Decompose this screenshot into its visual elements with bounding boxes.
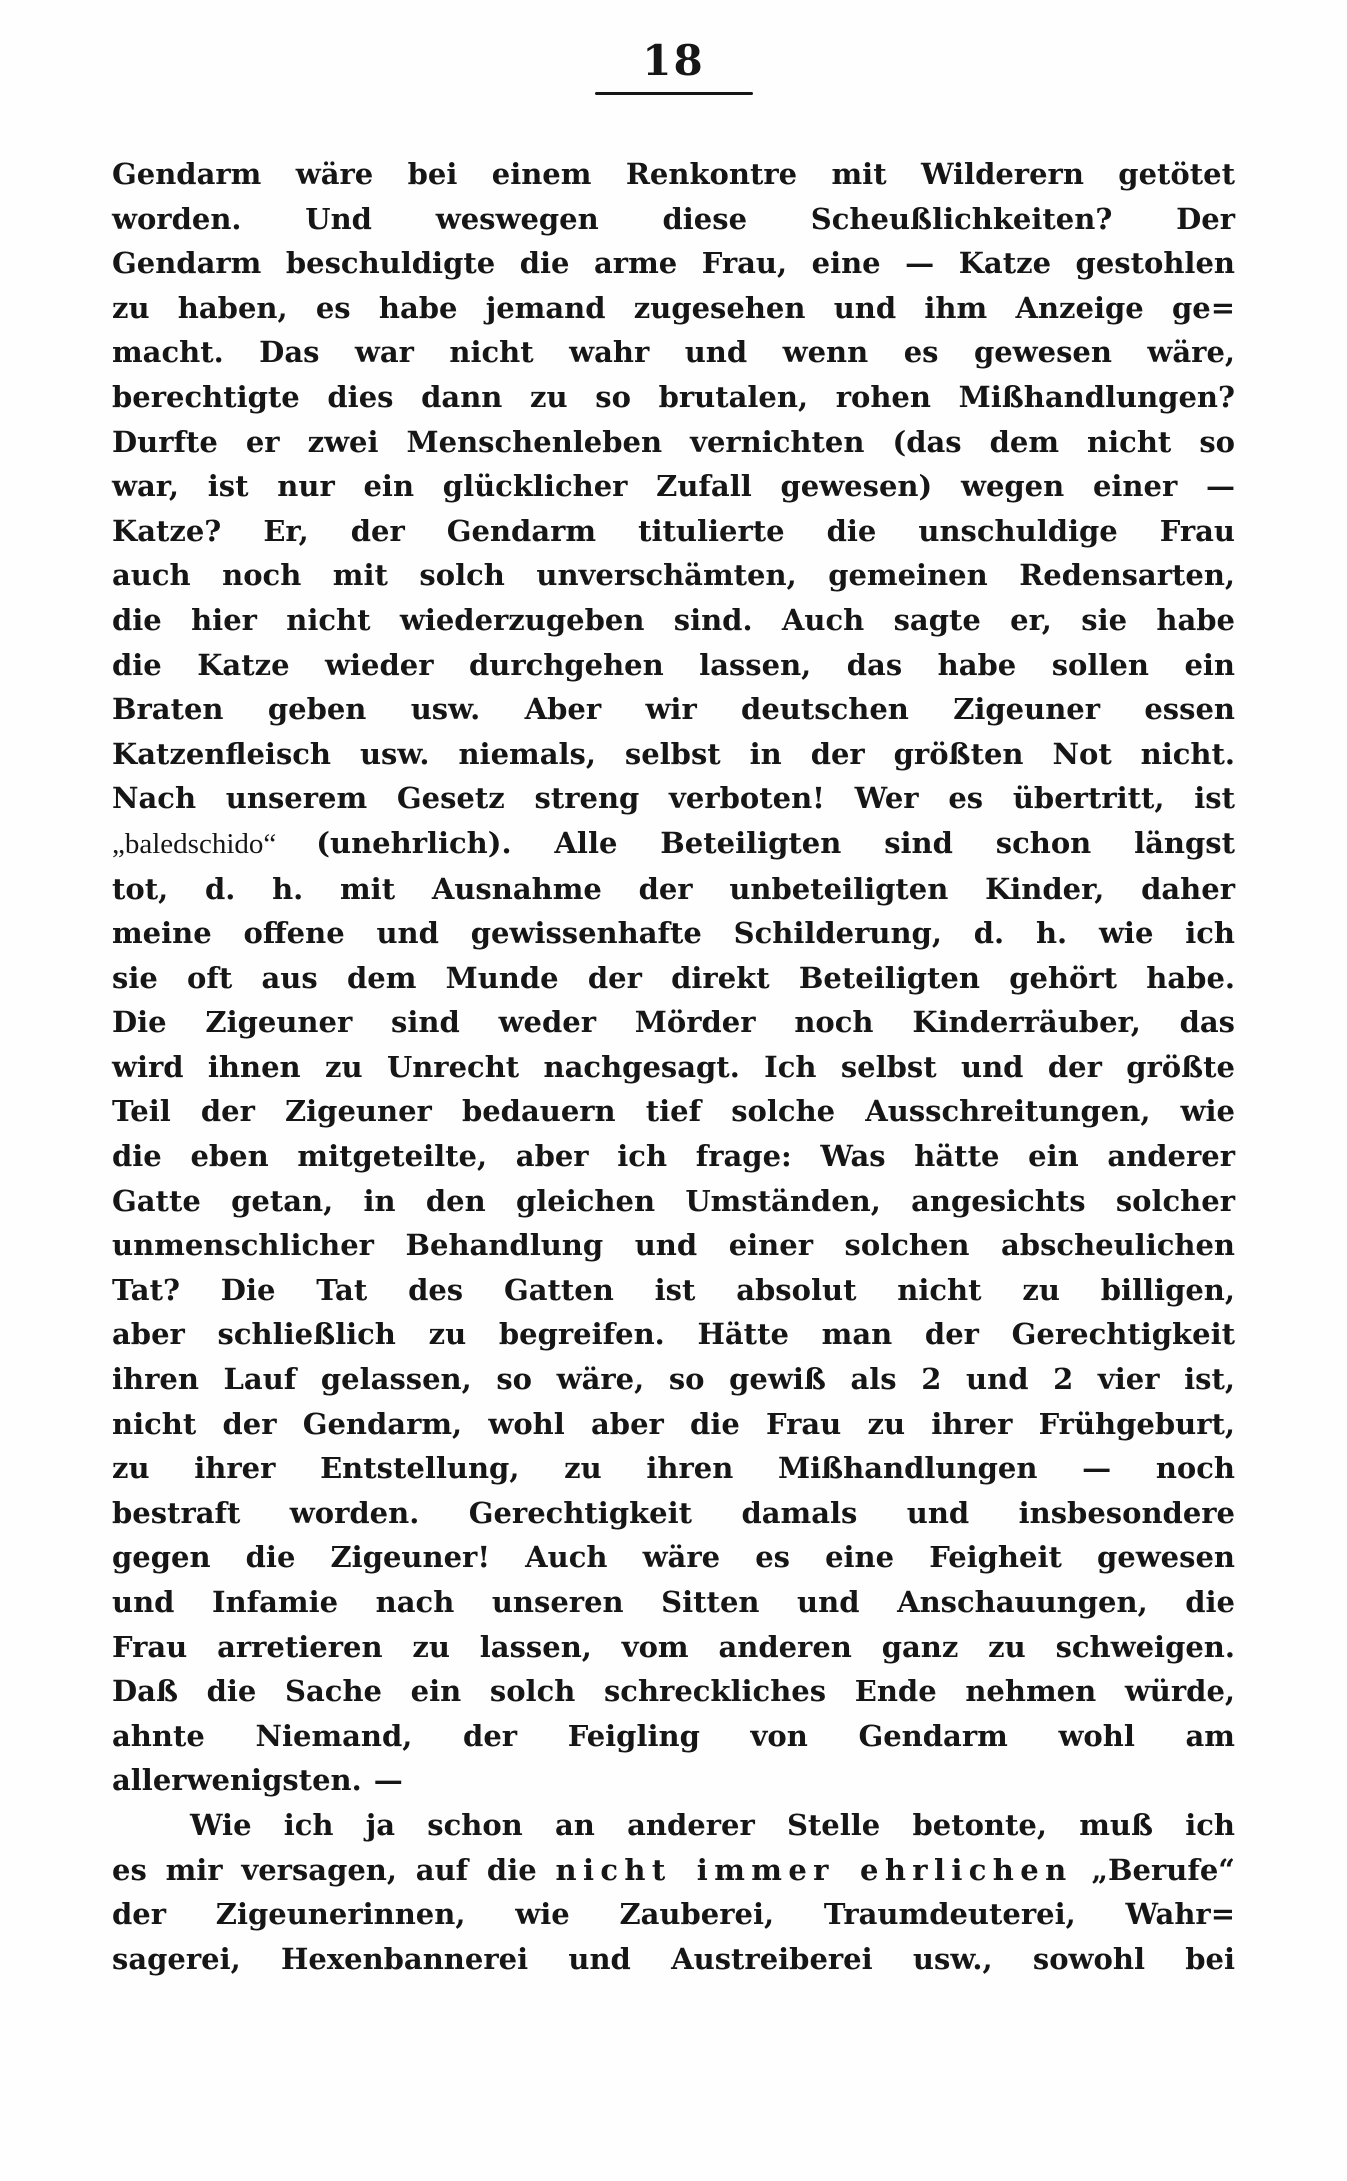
- text-line: [112, 241, 1235, 286]
- text-line: [112, 1848, 1235, 1893]
- text-line: [112, 1937, 1235, 1982]
- fraktur-run: Frau arretieren zu lassen, vom anderen ganz zu schweigen.: [112, 1629, 1235, 1664]
- page-number: 18: [642, 36, 705, 85]
- fraktur-run: zu haben, es habe jemand zugesehen und ihm Anzeige ge=: [112, 290, 1235, 325]
- text-line: [112, 330, 1235, 375]
- fraktur-run: ihren Lauf gelassen, so wäre, so gewiß als 2 und 2 vier ist,: [112, 1362, 1235, 1397]
- text-line: [112, 956, 1235, 1001]
- fraktur-run: Gendarm wäre bei einem Renkontre mit Wilderern getötet: [112, 157, 1235, 191]
- text-line: [112, 1268, 1235, 1313]
- text-line: [112, 1000, 1235, 1045]
- text-line: [112, 1446, 1235, 1491]
- text-line: [112, 911, 1235, 956]
- fraktur-run: sie oft aus dem Munde der direkt Beteiligten gehört habe.: [112, 960, 1235, 995]
- page-number-block: [595, 38, 753, 95]
- text-line: [112, 1669, 1235, 1714]
- text-line: [112, 197, 1235, 242]
- fraktur-run: nicht der Gendarm, wohl aber die Frau zu ihrer Frühgeburt,: [112, 1406, 1235, 1441]
- fraktur-run: „Berufe“: [1072, 1852, 1235, 1887]
- fraktur-run: ahnte Niemand, der Feigling von Gendarm wohl am: [112, 1718, 1235, 1753]
- fraktur-run: die hier nicht wiederzugeben sind. Auch sagte er, sie habe: [112, 602, 1235, 637]
- text-line: [112, 1491, 1235, 1536]
- fraktur-run: Gendarm beschuldigte die arme Frau, eine — Katze gestohlen: [112, 246, 1235, 281]
- fraktur-run: bestraft worden. Gerechtigkeit damals und insbesondere: [112, 1495, 1235, 1530]
- fraktur-run: gegen die Zigeuner! Auch wäre es eine Feigheit gewesen: [112, 1540, 1235, 1575]
- text-line: [112, 1892, 1235, 1937]
- text-line: [112, 1803, 1235, 1848]
- fraktur-run: Durfte er zwei Menschenleben vernichten (das dem nicht so: [112, 424, 1235, 459]
- fraktur-run: worden. Und weswegen diese Scheußlichkeiten? Der: [112, 201, 1235, 236]
- fraktur-run: Nach unserem Gesetz streng verboten! Wer es übertritt, ist: [112, 781, 1235, 816]
- text-line: [112, 1223, 1235, 1268]
- text-line: [112, 375, 1235, 420]
- text-line: [112, 732, 1235, 777]
- text-line: [112, 1134, 1235, 1179]
- text-line: [112, 1535, 1235, 1580]
- fraktur-run: Die Zigeuner sind weder Mörder noch Kinderräuber, das: [112, 1005, 1235, 1040]
- fraktur-run: die Katze wieder durchgehen lassen, das habe sollen ein: [112, 647, 1235, 682]
- text-line: [112, 1758, 1235, 1803]
- fraktur-run: die eben mitgeteilte, aber ich frage: Was hätte ein anderer: [112, 1139, 1235, 1174]
- fraktur-run: berechtigte dies dann zu so brutalen, rohen Mißhandlungen?: [112, 379, 1235, 414]
- text-line: [112, 776, 1235, 821]
- fraktur-run: aber schließlich zu begreifen. Hätte man der Gerechtigkeit: [112, 1317, 1235, 1352]
- text-line: [112, 420, 1235, 465]
- text-line: [112, 553, 1235, 598]
- text-line: [112, 1089, 1235, 1134]
- text-line: [112, 1357, 1235, 1402]
- fraktur-run: war, ist nur ein glücklicher Zufall gewesen) wegen einer —: [112, 469, 1235, 504]
- text-line: [112, 1045, 1235, 1090]
- fraktur-run: meine offene und gewissenhafte Schilderung, d. h. wie ich: [112, 916, 1235, 951]
- text-line: [112, 598, 1235, 643]
- fraktur-run: Tat? Die Tat des Gatten ist absolut nicht zu billigen,: [112, 1272, 1235, 1307]
- fraktur-run: auch noch mit solch unverschämten, gemeinen Redensarten,: [112, 558, 1235, 593]
- text-line: [112, 464, 1235, 509]
- text-line: [112, 286, 1235, 331]
- fraktur-run: macht. Das war nicht wahr und wenn es gewesen wäre,: [112, 335, 1235, 370]
- body-text: [112, 152, 1235, 1981]
- fraktur-run: wird ihnen zu Unrecht nachgesagt. Ich selbst und der größte: [112, 1049, 1235, 1084]
- text-line: [112, 1179, 1235, 1224]
- fraktur-run: allerwenigsten. —: [112, 1763, 403, 1798]
- fraktur-run: Gatte getan, in den gleichen Umständen, angesichts solcher: [112, 1183, 1235, 1218]
- fraktur-run: Katze? Er, der Gendarm titulierte die unschuldige Frau: [112, 513, 1235, 548]
- text-line: [112, 643, 1235, 688]
- fraktur-run: Daß die Sache ein solch schreckliches Ende nehmen würde,: [112, 1674, 1235, 1709]
- fraktur-run: und Infamie nach unseren Sitten und Anschauungen, die: [112, 1585, 1235, 1619]
- text-line: [112, 1625, 1235, 1670]
- text-line: [112, 1312, 1235, 1357]
- text-line: [112, 1714, 1235, 1759]
- text-line: [112, 509, 1235, 554]
- fraktur-run: Katzenfleisch usw. niemals, selbst in der größten Not nicht.: [112, 736, 1235, 771]
- roman-type-run: „baledschido“: [112, 827, 317, 860]
- fraktur-run: (unehrlich). Alle Beteiligten sind schon längst: [316, 825, 1236, 860]
- fraktur-run: Teil der Zigeuner bedauern tief solche Ausschreitungen, wie: [112, 1094, 1235, 1129]
- text-line: [112, 687, 1235, 732]
- text-line: [112, 867, 1235, 912]
- fraktur-run: der Zigeunerinnen, wie Zauberei, Traumdeuterei, Wahr=: [112, 1897, 1235, 1932]
- text-line: [112, 152, 1235, 197]
- fraktur-run: es mir versagen, auf die: [112, 1852, 556, 1887]
- page-header: [112, 38, 1235, 95]
- text-line: [112, 1402, 1235, 1447]
- fraktur-run: unmenschlicher Behandlung und einer solchen abscheulichen: [112, 1228, 1235, 1263]
- fraktur-run: tot, d. h. mit Ausnahme der unbeteiligten Kinder, daher: [112, 871, 1235, 906]
- page-number-rule: [595, 92, 753, 95]
- text-line: [112, 821, 1235, 867]
- fraktur-run: zu ihrer Entstellung, zu ihren Mißhandlungen — noch: [112, 1451, 1235, 1486]
- text-line: [112, 1580, 1235, 1625]
- fraktur-run: Braten geben usw. Aber wir deutschen Zigeuner essen: [112, 692, 1235, 727]
- fraktur-run: Wie ich ja schon an anderer Stelle betonte, muß ich: [190, 1807, 1235, 1842]
- fraktur-run: sagerei, Hexenbannerei und Austreiberei usw., sowohl bei: [112, 1941, 1235, 1976]
- letterspaced-run: nicht immer ehrlichen: [555, 1852, 1073, 1887]
